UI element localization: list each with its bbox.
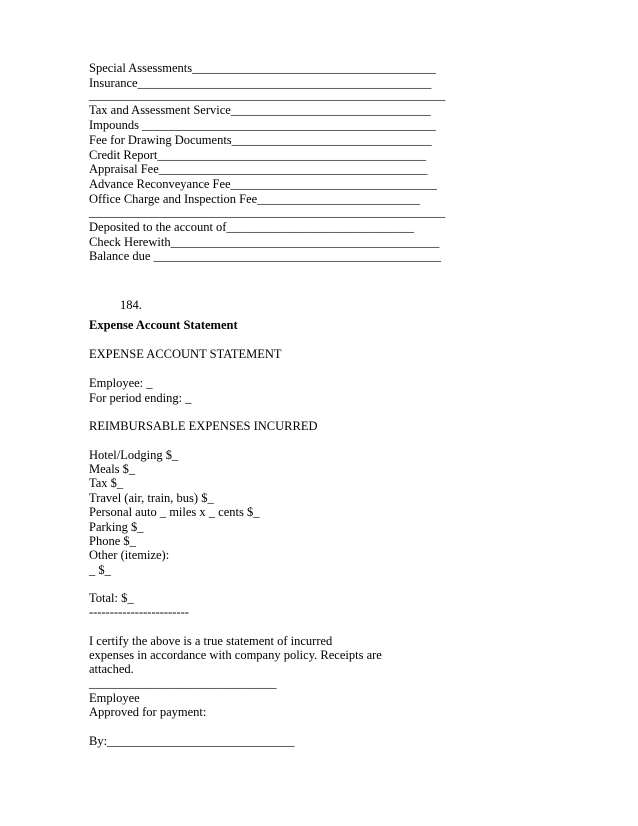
employee-signature-label: Employee — [89, 691, 140, 705]
travel-field: Travel (air, train, bus) $_ — [89, 491, 214, 505]
meals-field: Meals $_ — [89, 462, 136, 476]
check-herewith-line: Check Herewith___________________________________________ — [89, 235, 440, 249]
balance-due-line: Balance due ______________________________________________ — [89, 249, 442, 263]
other-label: Other (itemize): — [89, 548, 170, 562]
insurance-line: Insurance_______________________________________________ — [89, 76, 432, 90]
employee-field: Employee: _ — [89, 376, 153, 390]
appraisal-fee-line: Appraisal Fee___________________________________________ — [89, 162, 428, 176]
tax-assessment-service-line: Tax and Assessment Service________________________________ — [89, 103, 431, 117]
divider: ------------------------ — [89, 605, 189, 619]
hotel-field: Hotel/Lodging $_ — [89, 448, 179, 462]
total-field: Total: $_ — [89, 591, 134, 605]
tax-field: Tax $_ — [89, 476, 124, 490]
certify-text-line-1: I certify the above is a true statement of incurred — [89, 634, 333, 648]
other-item-field: _ $_ — [89, 563, 111, 577]
deposited-line: Deposited to the account of______________________________ — [89, 220, 414, 234]
office-charge-line: Office Charge and Inspection Fee__________________________ — [89, 192, 420, 206]
form-heading: EXPENSE ACCOUNT STATEMENT — [89, 347, 282, 361]
phone-field: Phone $_ — [89, 534, 136, 548]
section-title: Expense Account Statement — [89, 318, 238, 332]
advance-reconveyance-fee-line: Advance Reconveyance Fee_________________________________ — [89, 177, 437, 191]
blank-line: _________________________________________________________ — [89, 205, 446, 219]
special-assessments-line: Special Assessments_______________________________________ — [89, 61, 436, 75]
credit-report-line: Credit Report___________________________________________ — [89, 148, 427, 162]
reimbursable-heading: REIMBURSABLE EXPENSES INCURRED — [89, 419, 318, 433]
form-number: 184. — [120, 298, 142, 312]
approved-label: Approved for payment: — [89, 705, 207, 719]
fee-drawing-documents-line: Fee for Drawing Documents________________________________ — [89, 133, 432, 147]
parking-field: Parking $_ — [89, 520, 144, 534]
impounds-line: Impounds _______________________________________________ — [89, 118, 436, 132]
period-ending-field: For period ending: _ — [89, 391, 192, 405]
by-signature-line: By:______________________________ — [89, 734, 295, 748]
personal-auto-field: Personal auto _ miles x _ cents $_ — [89, 505, 260, 519]
certify-text-line-2: expenses in accordance with company policy. Receipts are — [89, 648, 382, 662]
certify-text-line-3: attached. — [89, 662, 134, 676]
signature-line: ______________________________ — [89, 676, 277, 690]
blank-line: _________________________________________________________ — [89, 88, 446, 102]
